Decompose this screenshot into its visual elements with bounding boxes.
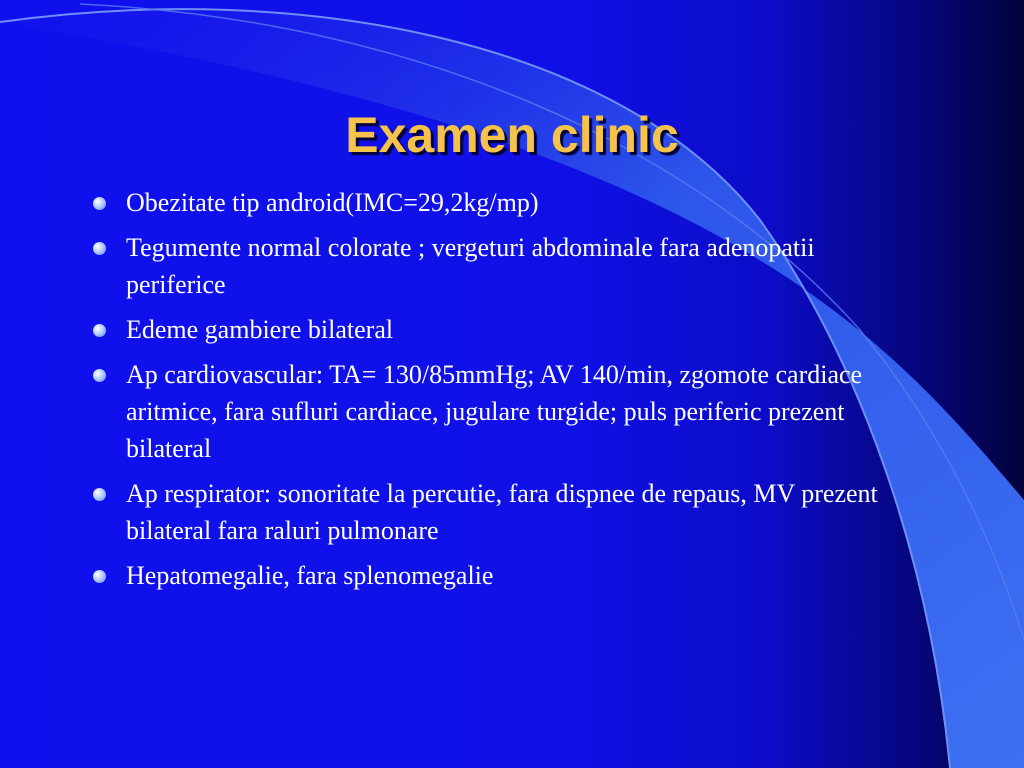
- bullet-text: Tegumente normal colorate ; vergeturi abdominale fara adenopatii periferice: [126, 233, 815, 299]
- bullet-text: Ap respirator: sonoritate la percutie, fara dispnee de repaus, MV prezent bilateral fara raluri pulmonare: [126, 479, 878, 545]
- bullet-icon: [93, 369, 106, 382]
- bullet-icon: [93, 242, 106, 255]
- bullet-text: Hepatomegalie, fara splenomegalie: [126, 561, 494, 590]
- list-item: [90, 311, 920, 348]
- bullet-text: Edeme gambiere bilateral: [126, 315, 394, 344]
- list-item: [90, 356, 920, 467]
- slide-title: Examen clinic: [345, 107, 679, 163]
- bullet-icon: [93, 197, 106, 210]
- bullet-text: Ap cardiovascular: TA= 130/85mmHg; AV 140/min, zgomote cardiace aritmice, fara sufluri cardiace, jugulare turgide; puls periferic prezent bilateral: [126, 360, 863, 463]
- list-item: [90, 475, 920, 549]
- bullet-icon: [93, 570, 106, 583]
- bullet-text: Obezitate tip android(IMC=29,2kg/mp): [126, 188, 539, 217]
- bullet-icon: [93, 324, 106, 337]
- list-item: [90, 557, 920, 594]
- bullet-list: [90, 184, 920, 602]
- bullet-icon: [93, 488, 106, 501]
- list-item: [90, 184, 920, 221]
- list-item: [90, 229, 920, 303]
